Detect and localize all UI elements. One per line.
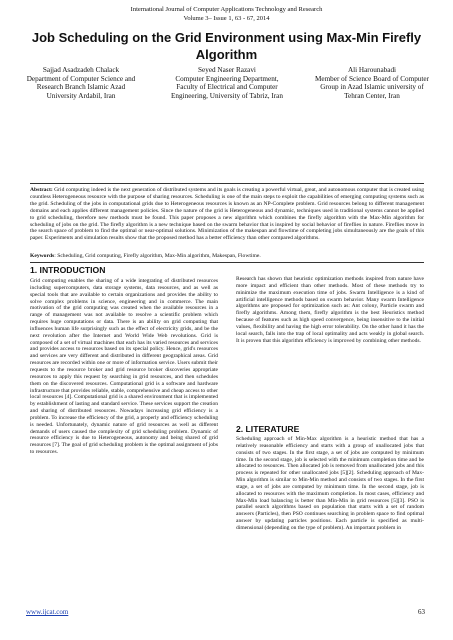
abstract-text: Grid computing indeed is the next generation of distributed systems and its goals is creating a powerful virtual, great, and autonomous computer that is created using countless Heterogeneous resource with the purpose of sharing resources. Scheduling is one of the main steps to exploit the capabilities of emerging computing systems such as the grid. Scheduling of the jobs in computational grids due to Heterogeneous resources is known as an NP-Complete problem. Grid resources belong to different management domains and each applies different management policies. Since the nature of the grid is Heterogeneous and dynamic, techniques used in traditional systems cannot be applied to grid scheduling, therefore new methods must be found. This paper proposes a new algorithm which combines the firefly algorithm with the Max-Min algorithm for scheduling of jobs on the grid. The firefly algorithm is a new technique based on the swarm behavior that is inspired by social behavior of fireflies in nature. Fireflies move in the search space of problem to find the optimal or near-optimal solutions. Minimization of the makespan and flowtime of completing jobs simultaneously are the goals of this paper. Experiments and simulation results show that the proposed method has a better efficiency than other compared algorithms. xyxy=(30,187,424,242)
author-1 xyxy=(22,66,140,100)
author-block xyxy=(22,66,432,124)
author-affiliation: Computer Engineering Department, Faculty of Electrical and Computer Engineering, University of Tabriz, Iran xyxy=(171,74,283,100)
journal-name: International Journal of Computer Applications Technology and Research xyxy=(130,6,323,13)
divider-bottom xyxy=(30,262,424,263)
section-heading-introduction: 1. INTRODUCTION xyxy=(30,265,106,275)
abstract xyxy=(30,187,424,242)
paper-title: Job Scheduling on the Grid Environment using Max-Min Firefly Algorithm xyxy=(31,30,422,62)
footer-url-link[interactable]: www.ijcat.com xyxy=(26,608,69,616)
page-number: 63 xyxy=(418,608,425,616)
keywords-label: Keywords xyxy=(30,253,55,259)
author-affiliation: Department of Computer Science and Research Branch Islamic Azad University Ardabil, Iran xyxy=(26,74,136,100)
author-affiliation: Member of Science Board of Computer Group in Azad Islamic university of Tehran Center, Iran xyxy=(315,74,429,100)
introduction-text: Grid computing enables the sharing of a wide integrating of distributed resources including supercomputers, data storage systems, data resources, and as well as special tools that are available to certain organizations and provides the ability to solve complex problems in science, engineering and in commerce. The main motivation of the grid computing was created when the available resources in a range of management was not available to resolve a scientific problem which requires huge computations or data. There is an ability on grid computing that influences human life surprisingly such as the effect of electricity grids, and be the next revolution after the Internet and World Wide Web revolutions. Grid is composed of a set of virtual machines that each has its varied resources and services and provides access to resources based on its special policy. Hence, grid's resources and services are very different and distributed in different geographical areas. Grid resources are recorded within one or more of information service. Users submit their requests to the resource broker and grid resource broker discoveries appropriate resources to apply this request by searching in grid resources, and then schedules them on the discovered resources. Computational grid is a software and hardware infrastructure that provides reliable, stable, comprehensive and cheap access to other local resources [4]. Computational grid is a shared environment that is implemented by establishment of lasting and standard service. These services support the creation and sharing of distributed resources. Nowadays increasing grid efficiency is a problem. To increase the efficiency of the grid, a properly and efficiency scheduling is needed. Unfortunately, dynamic nature of grid resources as well as different demands of users caused the complexity of grid scheduling problem. Dynamic of resource efficiency is due to Heterogeneous, autonomy and being shared of grid resources [7]. The goal of grid scheduling problem is the optimal assignment of jobs to resources. xyxy=(30,278,218,456)
right-column-text: Research has shown that heuristic optimization methods inspired from nature have more impact and efficient than other methods. Most of these methods try to minimize the maximum execution time of jobs. Swarm Intelligence is a kind of artificial intelligence methods based on swarm behavior. Many swarm Intelligence algorithms are proposed for optimization such as: Ant colony, Particle swarm and firefly algorithms. Among them, firefly algorithm is the best Heuristics method because of features such as high speed convergence, being insensitive to the initial values, flexibility and having the high error tolerability. On the other hand it has the local search, falls into the trap of local optimality and acts weakly in global search. It is proven that this algorithm efficiency is improved by combining other methods. xyxy=(236,276,424,344)
journal-header xyxy=(0,6,453,23)
literature-text: Scheduling approach of Min-Max algorithm is a heuristic method that has a relatively reasonable efficiency and starts with a group of unallocated jobs that consists of two stages. In the first stage, a set of jobs are computed by minimum time. In the second stage, job is selected with the minimum completion time and be allocated to resources. Then allocated job is removed from unallocated jobs and this process is repeated for other unallocated jobs [5][2]. Scheduling approach of Max-Min algorithm is similar to Min-Min method and consists of two stages. In the first stage, a set of jobs are computed by minimum time. In the second stage, job is allocated to resources with the maximum completion. In most cases, efficiency and Max-Min load balancing is better than Min-Min in grid resources [5][3]. PSO is parallel search algorithms based on population that starts with a set of random answers (Particles), then PSO continues searching in problem space to find optimal answer by updating particles positions. Each particle is specified as multi-dimensional (depending on the type of problem). An important problem in xyxy=(236,436,424,531)
author-name: Ali Harounabadi xyxy=(347,66,397,74)
author-2 xyxy=(168,66,286,100)
divider-top xyxy=(30,183,424,184)
keywords-text: : Scheduling, Grid computing, Firefly algorithm, Max-Min algorithm, Makespan, Flowtime. xyxy=(54,253,261,259)
author-name: Sajjad Asadzadeh Chalack xyxy=(42,66,120,74)
keywords xyxy=(30,253,424,260)
abstract-label: Abstract: xyxy=(30,187,53,193)
author-name: Seyed Naser Razavi xyxy=(198,66,256,74)
section-heading-literature: 2. LITERATURE xyxy=(236,424,300,434)
author-3 xyxy=(313,66,431,100)
journal-volume: Volume 3– Issue 1, 63 - 67, 2014 xyxy=(183,14,270,22)
